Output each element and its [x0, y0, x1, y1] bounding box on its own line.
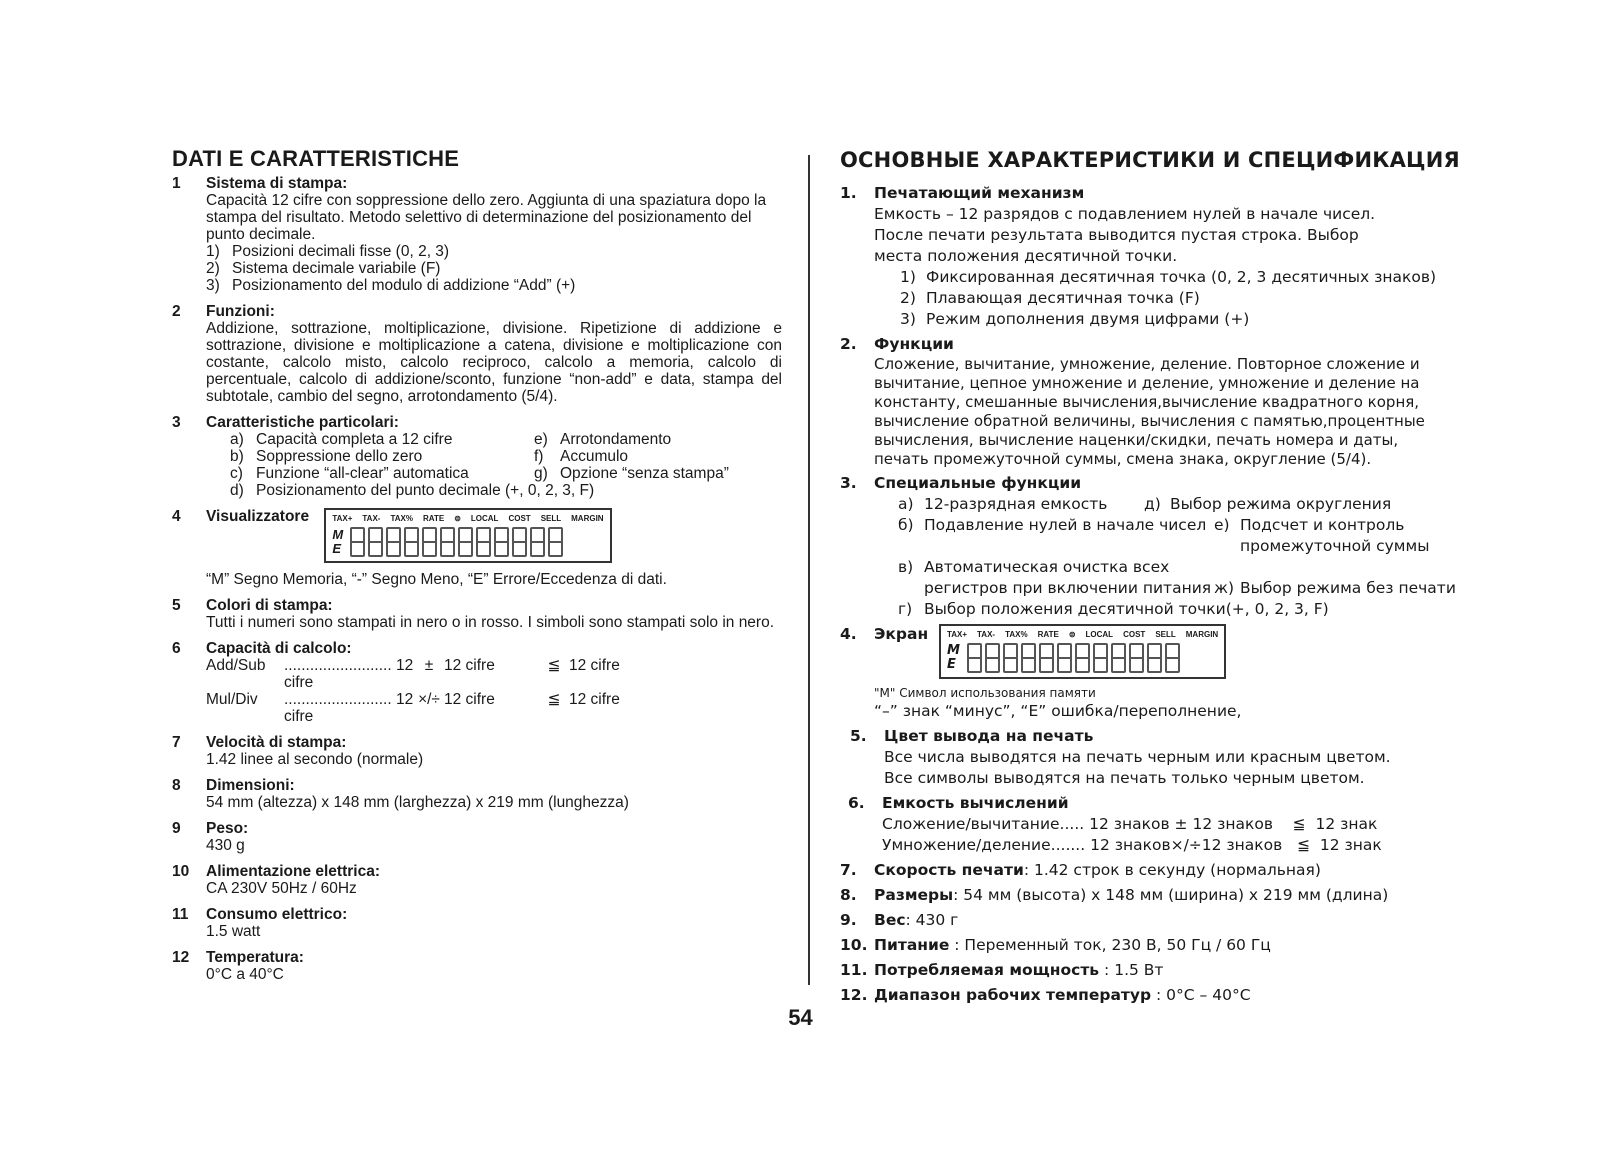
- lcd-digit: [1165, 643, 1180, 673]
- lcd-digit: [1147, 643, 1162, 673]
- lcd-indicator-label: ⊜: [454, 514, 461, 523]
- lcd-digit: [494, 527, 509, 557]
- lcd-digit: [512, 527, 527, 557]
- lcd-indicator-label: MARGIN: [571, 514, 604, 523]
- lcd-indicator-label: TAX-: [977, 630, 996, 639]
- lcd-digit: [368, 527, 383, 557]
- column-divider: [808, 155, 810, 985]
- spec-section-6: 6 Capacità di calcolo: Add/Sub ......................... 12 cifre ± 12 cifre ≦ 12 cifre Mul/Div ......................... 12 cifre ×/÷ 12 cifre ≦ 12 cifre: [172, 640, 620, 725]
- ru-section-10: 10. Питание : Переменный ток, 230 В, 50 Гц / 60 Гц: [840, 936, 1271, 954]
- lcd-digit: [1039, 643, 1054, 673]
- lcd-indicator-label: COST: [1123, 630, 1146, 639]
- lcd-indicator-labels: [332, 514, 603, 524]
- lcd-indicator-label: LOCAL: [1085, 630, 1114, 639]
- lcd-digit: [1075, 643, 1090, 673]
- lcd-indicator-label: TAX+: [332, 514, 353, 523]
- lcd-digit: [1129, 643, 1144, 673]
- ru-section-1: 1. Печатающий механизм Емкость – 12 разрядов с подавлением нулей в начале чисел. После печати результата выводится пустая строка. Выбор места положения десятичной точки. 1) Фиксированная десятичная точка (0, 2, 3 десятичных знаков) 2) Плавающая десятичная точка (F) 3) Режим дополнения двумя цифрами (+): [840, 184, 1437, 328]
- lcd-digit: [476, 527, 491, 557]
- lcd-display-illustration: [324, 508, 611, 563]
- spec-section-1: 1 Sistema di stampa: Capacità 12 cifre con soppressione dello zero. Aggiunta di una spaziatura dopo la stampa del risultato. Metodo selettivo di determinazione del posizionamento del punto decimale. 1) Posizioni decimali fisse (0, 2, 3) 2) Sistema decimale variabile (F) 3) Posizionamento del modulo di addizione “Add” (+): [172, 175, 767, 294]
- lcd-m-symbol: M: [946, 643, 960, 658]
- lcd-digit: [1003, 643, 1018, 673]
- lcd-indicator-label: RATE: [423, 514, 445, 523]
- lcd-digit: [548, 527, 563, 557]
- ru-section-11: 11. Потребляемая мощность : 1.5 Вт: [840, 961, 1164, 979]
- ru-section-5: 5. Цвет вывода на печать Все числа выводятся на печать черным или красным цветом. Все символы выводятся на печать только черным цветом.: [850, 727, 1391, 787]
- lcd-digit: [1057, 643, 1072, 673]
- ru-section-7: 7. Скорость печати: 1.42 строк в секунду (нормальная): [840, 861, 1321, 879]
- spec-section-9: 9 Peso: 430 g: [172, 820, 249, 854]
- lcd-m-symbol: M: [332, 527, 344, 542]
- lcd-indicator-label: TAX-: [362, 514, 381, 523]
- lcd-digit: [1093, 643, 1108, 673]
- lcd-digit: [386, 527, 401, 557]
- lcd-digit: [530, 527, 545, 557]
- spec-section-3: 3 Caratteristiche particolari: a) Capacità completa a 12 cifre e) Arrotondamento b) Soppressione dello zero f) Accumulo c) Funzione “all-clear” automatica g) Opzione “senza stampa” d) Posizionamento del punto decimale (+, 0, 2, 3, F): [172, 414, 729, 499]
- lcd-indicator-label: RATE: [1037, 630, 1059, 639]
- lcd-indicator-label: TAX%: [390, 514, 413, 523]
- lcd-digit: [458, 527, 473, 557]
- lcd-indicator-label: TAX%: [1005, 630, 1028, 639]
- lcd-indicator-label: COST: [508, 514, 531, 523]
- lcd-e-symbol: E: [332, 541, 341, 556]
- page-number: 54: [788, 1005, 813, 1030]
- lcd-indicator-label: MARGIN: [1185, 630, 1219, 639]
- spec-section-12: 12 Temperatura: 0°C a 40°C: [172, 949, 304, 983]
- spec-section-11: 11 Consumo elettrico: 1.5 watt: [172, 906, 348, 940]
- ru-section-8: 8. Размеры: 54 мм (высота) x 148 мм (ширина) x 219 мм (длина): [840, 886, 1389, 904]
- spec-section-8: 8 Dimensioni: 54 mm (altezza) x 148 mm (larghezza) x 219 mm (lunghezza): [172, 777, 629, 811]
- ru-section-12: 12. Диапазон рабочих температур : 0°C – 40°C: [840, 986, 1251, 1004]
- lcd-digit: [350, 527, 365, 557]
- ru-section-4: 4. Экран TAX+ TAX- TAX% RATE ⊜ LOCAL COST SELL MARGIN M E "M" Символ использования памяти “–” знак “минус”, “E” ошибка/переполнение,: [840, 625, 1242, 720]
- lcd-digit: [404, 527, 419, 557]
- spec-section-5: 5 Colori di stampa: Tutti i numeri sono stampati in nero o in rosso. I simboli sono stampati solo in nero.: [172, 597, 775, 631]
- ru-section-9: 9. Вес: 430 г: [840, 911, 959, 929]
- spec-section-7: 7 Velocità di stampa: 1.42 linee al secondo (normale): [172, 734, 424, 768]
- lcd-indicator-label: SELL: [540, 514, 562, 523]
- lcd-indicator-label: TAX+: [946, 630, 968, 639]
- lcd-indicator-labels: [947, 630, 1218, 640]
- spec-section-10: 10 Alimentazione elettrica: CA 230V 50Hz / 60Hz: [172, 863, 380, 897]
- russian-title: ОСНОВНЫЕ ХАРАКТЕРИСТИКИ И СПЕЦИФИКАЦИЯ: [840, 148, 1460, 172]
- lcd-digit: [1111, 643, 1126, 673]
- ru-section-6: 6. Емкость вычислений Сложение/вычитание..... 12 знаков ± 12 знаков ≦ 12 знак Умножение/деление....... 12 знаков×/÷12 знаков ≦ 12 знак: [848, 794, 1382, 854]
- lcd-indicator-label: SELL: [1155, 630, 1176, 639]
- lcd-digit: [440, 527, 455, 557]
- ru-section-3: 3. Специальные функции а) 12-разрядная емкость д) Выбор режима округления б) Подавление нулей в начале чисел е) Подсчет и контроль промежуточной суммы в) Автоматическая очистка всех регистров при включении питания ж) Выбор режима без печати г) Выбор положения десятичной точки(+, 0, 2, 3, F): [840, 474, 1456, 618]
- ru-section-2: 2. Функции Сложение, вычитание, умножение, деление. Повторное сложение и вычитание, цепное умножение и деление, умножение и деление на константу, смешанные вычисления,вычисление квадратного корня, вычисление обратной величины, вычисления с памятью,процентные вычисления, вычисление наценки/скидки, печать номера и даты, печать промежуточной суммы, смена знака, округление (5/4).: [840, 335, 1425, 468]
- lcd-indicator-label: LOCAL: [470, 514, 499, 523]
- russian-column: [840, 150, 1480, 1010]
- lcd-indicator-label: ⊜: [1068, 630, 1076, 639]
- ru-lcd-display-illustration: [939, 624, 1226, 679]
- lcd-memory-error-symbols: [947, 644, 960, 672]
- italian-title: DATI E CARATTERISTICHE: [172, 146, 460, 171]
- lcd-digit: [1021, 643, 1036, 673]
- lcd-digit: [422, 527, 437, 557]
- lcd-digit: [967, 643, 982, 673]
- spec-section-4: 4 Visualizzatore TAX+ TAX- TAX% RATE ⊜ LOCAL COST SELL MARGIN M E “M” Segno Memoria, “-” Segno Meno, “E” Errore/Eccedenza di dati.: [172, 508, 667, 588]
- spec-section-2: 2 Funzioni: Addizione, sottrazione, moltiplicazione, divisione. Ripetizione di addizione e sottrazione, divisione e moltiplicazione a catena, divisione e moltiplicazione con costante, calcolo misto, calcolo reciproco, calcolo a memoria, calcolo di percentuale, calcolo di addizione/sconto, funzione “non-add” e data, stampa del subtotale, cambio del segno, arrotondamento (5/4).: [172, 303, 782, 405]
- lcd-e-symbol: E: [946, 657, 956, 672]
- lcd-digit: [985, 643, 1000, 673]
- lcd-memory-error-symbols: [332, 528, 343, 556]
- italian-column: [172, 146, 782, 992]
